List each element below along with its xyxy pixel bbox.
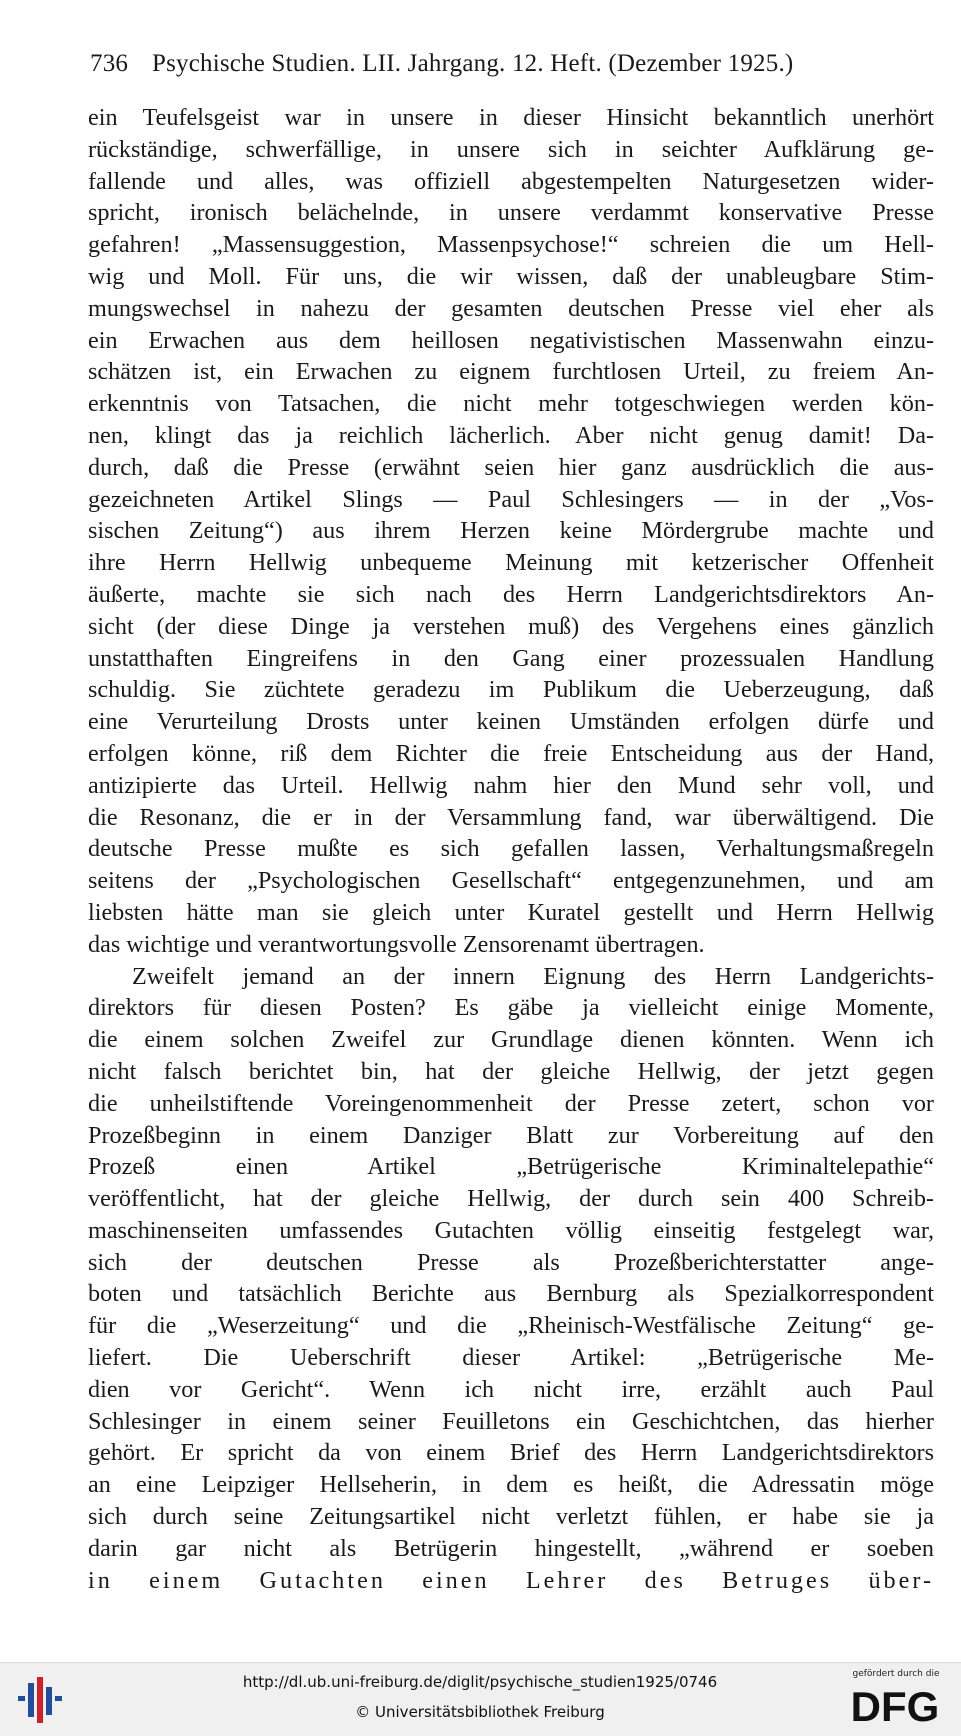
text-line: gefahren! „Massensuggestion, Massenpsychose!“ schreien die um Hell-	[88, 231, 934, 259]
paragraph-end-line: das wichtige und verantwortungsvolle Zensorenamt übertragen.	[88, 930, 705, 958]
text-line: liebsten hätte man sie gleich unter Kuratel gestellt und Herrn Hellwig	[88, 898, 934, 926]
text-line: in einem Gutachten einen Lehrer des Betruges über-	[88, 1566, 934, 1594]
text-line: durch, daß die Presse (erwähnt seien hier ganz ausdrücklich die aus-	[88, 453, 934, 481]
viewer-footer	[0, 1662, 961, 1736]
permalink-url[interactable]: http://dl.ub.uni-freiburg.de/diglit/psychische_studien1925/0746	[242, 1673, 718, 1691]
text-line: deutsche Presse mußte es sich gefallen lassen, Verhaltungsmaßregeln	[88, 835, 934, 863]
dfg-logo-text: DFG	[850, 1683, 940, 1727]
text-line: veröffentlicht, hat der gleiche Hellwig, der durch sein 400 Schreib-	[88, 1185, 934, 1213]
text-line: die unheilstiftende Voreingenommenheit der Presse zetert, schon vor	[88, 1089, 934, 1117]
text-line: sich durch seine Zeitungsartikel nicht verletzt fühlen, er habe sie ja	[88, 1503, 934, 1531]
text-line: die Resonanz, die er in der Versammlung fand, war überwältigend. Die	[88, 803, 934, 831]
text-line: erfolgen könne, riß dem Richter die freie Entscheidung aus der Hand,	[88, 739, 934, 767]
ub-freiburg-logo-icon[interactable]	[18, 1677, 62, 1723]
text-line: fallende und alles, was offiziell abgestempelten Naturgesetzen wider-	[88, 167, 934, 195]
text-line: für die „Weserzeitung“ und die „Rheinisch-Westfälische Zeitung“ ge-	[88, 1312, 934, 1340]
text-line: wig und Moll. Für uns, die wir wissen, daß der unableugbare Stim-	[88, 262, 934, 290]
text-line: schätzen ist, ein Erwachen zu eignem furchtlosen Urteil, zu freiem An-	[88, 358, 934, 386]
text-line: Prozeßbeginn in einem Danziger Blatt zur Vorbereitung auf den	[88, 1121, 934, 1149]
text-line: mungswechsel in nahezu der gesamten deutschen Presse viel eher als	[88, 294, 934, 322]
text-line: rückständige, schwerfällige, in unsere sich in seichter Aufklärung ge-	[88, 135, 934, 163]
text-line: ihre Herrn Hellwig unbequeme Meinung mit ketzerischer Offenheit	[88, 549, 934, 577]
text-line: antizipierte das Urteil. Hellwig nahm hier den Mund sehr voll, und	[88, 771, 934, 799]
copyright-notice: © Universitätsbibliothek Freiburg	[355, 1703, 605, 1721]
text-line: gehört. Er spricht da von einem Brief des Herrn Landgerichtsdirektors	[88, 1439, 934, 1467]
text-line: schuldig. Sie züchtete geradezu im Publikum die Ueberzeugung, daß	[88, 676, 934, 704]
text-line: maschinenseiten umfassendes Gutachten völlig einseitig festgelegt war,	[88, 1216, 934, 1244]
funder-caption: gefördert durch die	[852, 1669, 940, 1679]
text-line: eine Verurteilung Drosts unter keinen Umständen erfolgen dürfe und	[88, 708, 934, 736]
text-line: nen, klingt das ja reichlich lächerlich. Aber nicht genug damit! Da-	[88, 421, 934, 449]
body-text	[88, 102, 934, 1596]
dfg-logo-icon[interactable]	[841, 1683, 949, 1727]
text-line: seitens der „Psychologischen Gesellschaft“ entgegenzunehmen, und am	[88, 867, 934, 895]
text-line: darin gar nicht als Betrügerin hingestellt, „während er soeben	[88, 1534, 934, 1562]
paragraph-start-line: Zweifelt jemand an der innern Eignung des Herrn Landgerichts-	[132, 962, 934, 990]
text-line: Prozeß einen Artikel „Betrügerische Kriminaltelepathie“	[88, 1153, 934, 1181]
text-line: Schlesinger in einem seiner Feuilletons ein Geschichtchen, das hierher	[88, 1407, 934, 1435]
text-line: ein Erwachen aus dem heillosen negativistischen Massenwahn einzu-	[88, 326, 934, 354]
running-head	[90, 50, 890, 78]
text-line: äußerte, machte sie sich nach des Herrn Landgerichtsdirektors An-	[88, 580, 934, 608]
text-line: erkenntnis von Tatsachen, die nicht mehr totgeschwiegen werden kön-	[88, 390, 934, 418]
text-line: ein Teufelsgeist war in unsere in dieser Hinsicht bekanntlich unerhört	[88, 104, 934, 131]
text-line: spricht, ironisch belächelnde, in unsere verdammt konservative Presse	[88, 199, 934, 227]
text-line: dien vor Gericht“. Wenn ich nicht irre, erzählt auch Paul	[88, 1375, 934, 1403]
text-line: unstatthaften Eingreifens in den Gang einer prozessualen Handlung	[88, 644, 934, 672]
page-number: 736	[90, 50, 129, 77]
text-line: liefert. Die Ueberschrift dieser Artikel: „Betrügerische Me-	[88, 1344, 934, 1372]
text-line: an eine Leipziger Hellseherin, in dem es heißt, die Adressatin möge	[88, 1471, 934, 1499]
running-title: Psychische Studien. LII. Jahrgang. 12. Heft. (Dezember 1925.)	[152, 50, 794, 77]
text-line: direktors für diesen Posten? Es gäbe ja vielleicht einige Momente,	[88, 994, 934, 1022]
text-line: sischen Zeitung“) aus ihrem Herzen keine Mördergrube machte und	[88, 517, 934, 545]
text-line: boten und tatsächlich Berichte aus Bernburg als Spezialkorrespondent	[88, 1280, 934, 1308]
text-line: sicht (der diese Dinge ja verstehen muß) des Vergehens eines gänzlich	[88, 612, 934, 640]
text-line: sich der deutschen Presse als Prozeßberichterstatter ange-	[88, 1248, 934, 1276]
text-line: gezeichneten Artikel Slings — Paul Schlesingers — in der „Vos-	[88, 485, 934, 513]
text-line: die einem solchen Zweifel zur Grundlage dienen könnten. Wenn ich	[88, 1026, 934, 1054]
text-line: nicht falsch berichtet bin, hat der gleiche Hellwig, der jetzt gegen	[88, 1057, 934, 1085]
